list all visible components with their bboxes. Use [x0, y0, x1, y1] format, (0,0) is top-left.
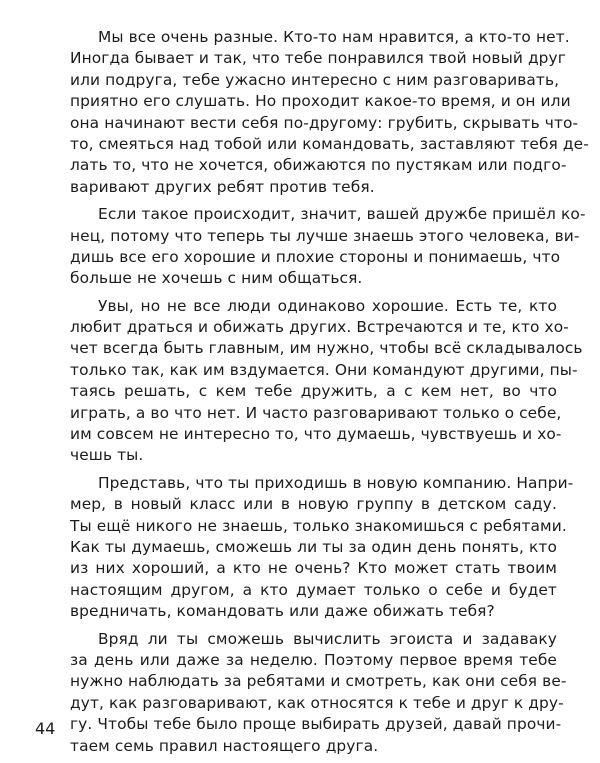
text-line: гу. Чтобы тебе было проще выбирать друзей, давай прочи- — [70, 715, 562, 734]
text-line: Вряд ли ты сможешь вычислить эгоиста и задаваку — [98, 629, 557, 648]
text-line: Как ты думаешь, сможешь ли ты за один день понять, кто — [70, 537, 557, 556]
text-line: лать то, что не хочется, обижаются по пустякам или подго- — [70, 156, 567, 175]
text-line: дут, как разговаривают, как относятся к тебе и друг к дру- — [70, 693, 564, 712]
text-line: нец, потому что теперь ты лучше знаешь этого человека, ви- — [70, 226, 580, 245]
text-line: чешь ты. — [70, 446, 144, 465]
text-line: или подруга, тебе ужасно интересно с ним разговаривать, — [70, 70, 560, 89]
text-line: Если такое происходит, значит, вашей дружбе пришёл ко- — [98, 205, 586, 224]
text-line: настоящим другом, а кто думает только о себе и будет — [70, 580, 557, 599]
paragraph-1 — [70, 27, 589, 198]
paragraph-4 — [70, 473, 574, 623]
page-number: 44 — [35, 719, 56, 738]
text-line: из них хороший, а кто не очень? Кто может стать твоим — [70, 559, 557, 578]
text-line: таясь решать, с кем тебе дружить, а с кем нет, во что — [70, 382, 557, 401]
text-line: то, смеяться над тобой или командовать, заставляют тебя де- — [70, 134, 589, 153]
text-line: Мы все очень разные. Кто-то нам нравится, а кто-то нет. — [98, 28, 570, 46]
text-line: за день или даже за неделю. Поэтому первое время тебе — [70, 650, 557, 669]
text-line: Ты ещё никого не знаешь, только знакомишься с ребятами. — [70, 516, 567, 535]
body-text — [70, 27, 589, 763]
text-line: вредничать, командовать или даже обижать тебя? — [70, 602, 495, 621]
text-line: больше не хочешь с ним общаться. — [70, 269, 363, 288]
text-line: таем семь правил настоящего друга. — [70, 736, 379, 755]
text-line: приятно его слушать. Но проходит какое-то время, и он или — [70, 92, 571, 111]
text-line: Увы, но не все люди одинаково хорошие. Есть те, кто — [98, 296, 557, 315]
text-line: им совсем не интересно то, что думаешь, чувствуешь и хо- — [70, 425, 562, 444]
paragraph-2 — [70, 204, 586, 290]
text-line: чет всегда быть главным, им нужно, чтобы всё складывалось — [70, 339, 583, 358]
paragraph-5 — [70, 629, 567, 757]
text-line: играть, а во что нет. И часто разговаривают только о себе, — [70, 403, 562, 422]
text-line: нужно наблюдать за ребятами и смотреть, как они себя ве- — [70, 672, 567, 691]
text-line: она начинают вести себя по-другому: грубить, скрывать что- — [70, 113, 579, 132]
paragraph-3 — [70, 296, 583, 467]
text-line: Иногда бывает и так, что тебе понравился твой новый друг — [70, 49, 566, 68]
text-line: только так, как им вздумается. Они командуют другими, пы- — [70, 360, 578, 379]
text-line: варивают других ребят против тебя. — [70, 177, 375, 196]
text-line: Представь, что ты приходишь в новую компанию. Напри- — [98, 473, 574, 492]
text-line: мер, в новый класс или в новую группу в детском саду. — [70, 495, 557, 514]
text-line: дишь все его хорошие и плохие стороны и понимаешь, что — [70, 247, 561, 266]
text-line: любит драться и обижать других. Встречаются и те, кто хо- — [70, 318, 569, 337]
